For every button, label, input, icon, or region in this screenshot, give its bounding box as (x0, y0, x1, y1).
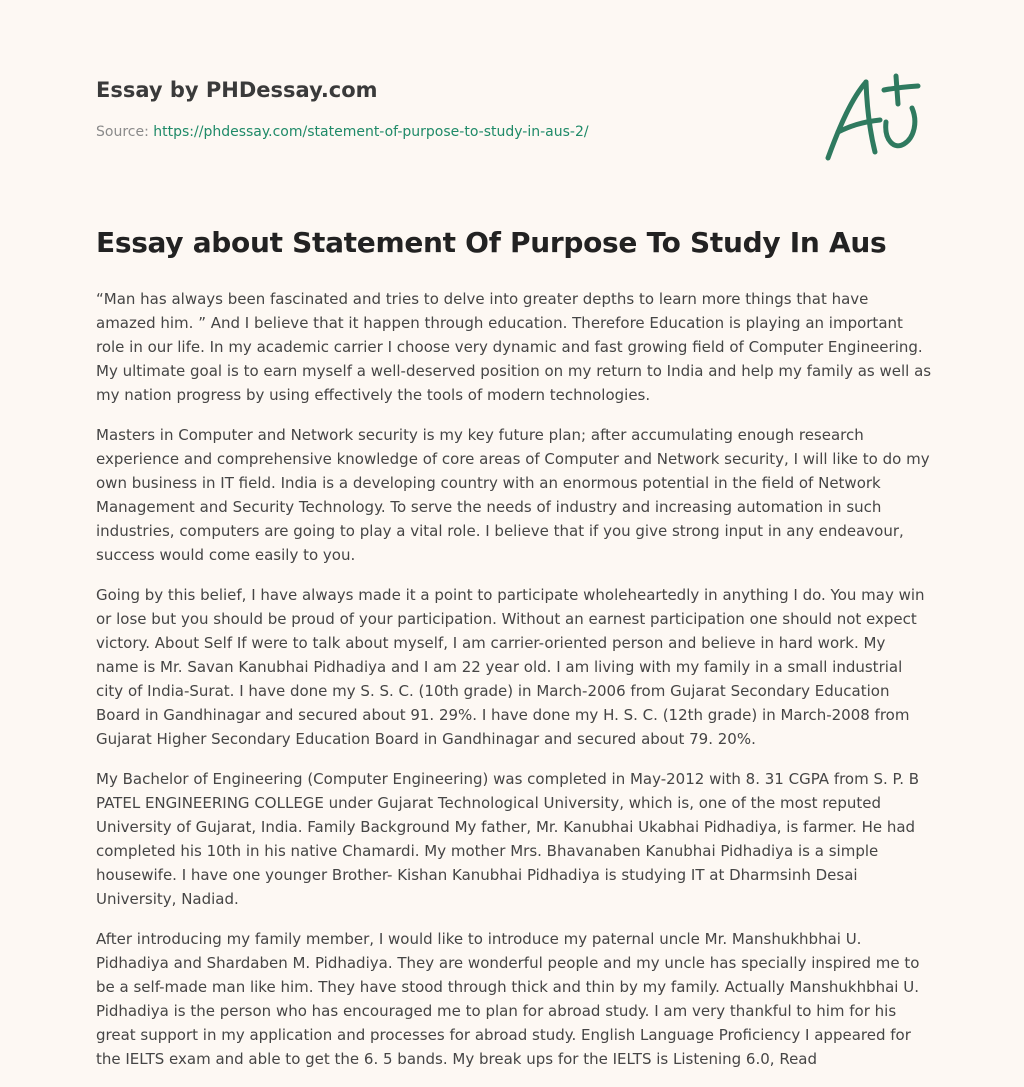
essay-page (96, 0, 932, 1084)
essay-body (96, 287, 932, 1087)
a-plus-logo-icon (820, 70, 930, 165)
essay-paragraph: My Bachelor of Engineering (Computer Engineering) was completed in May-2012 with 8. 31 CGPA from S. P. B PATEL ENGINEERING COLLEGE under Gujarat Technological University, which is, one of the most reputed University of Gujarat, India. Family Background My father, Mr. Kanubhai Ukabhai Pidhadiya, is farmer. He had completed his 10th in his native Chamardi. My mother Mrs. Bhavanaben Kanubhai Pidhadiya is a simple housewife. I have one younger Brother- Kishan Kanubhai Pidhadiya is studying IT at Dharmsinh Desai University, Nadiad. (96, 770, 920, 908)
source-label: Source: (96, 124, 149, 140)
essay-paragraph: Going by this belief, I have always made it a point to participate wholeheartedly in anything I do. You may win or lose but you should be proud of your participation. Without an earnest participation one should not expect victory. About Self If were to talk about myself, I am carrier-oriented person and believe in hard work. My name is Mr. Savan Kanubhai Pidhadiya and I am 22 year old. I am living with my family in a small industrial city of India-Surat. I have done my S. S. C. (10th grade) in March-2006 from Gujarat Secondary Education Board in Gandhinagar and secured about 91. 29%. I have done my H. S. C. (12th grade) in March-2008 from Gujarat Higher Secondary Education Board in Gandhinagar and secured about 79. 20%. (96, 586, 925, 748)
essay-title: Essay about Statement Of Purpose To Study In Aus (96, 226, 887, 259)
source-link[interactable]: https://phdessay.com/statement-of-purpose-to-study-in-aus-2/ (153, 124, 589, 140)
essay-paragraph: Masters in Computer and Network security is my key future plan; after accumulating enough research experience and comprehensive knowledge of core areas of Computer and Network security, I will like to do my own business in IT field. India is a developing country with an enormous potential in the field of Network Management and Security Technology. To serve the needs of industry and increasing automation in such industries, computers are going to play a vital role. I believe that if you give strong input in any endeavour, success would come easily to you. (96, 426, 930, 564)
source-line (96, 124, 589, 140)
site-title: Essay by PHDessay.com (96, 78, 378, 102)
essay-paragraph: After introducing my family member, I would like to introduce my paternal uncle Mr. Manshukhbhai U. Pidhadiya and Shardaben M. Pidhadiya. They are wonderful people and my uncle has specially inspired me to be a self-made man like him. They have stood through thick and thin by my family. Actually Manshukhbhai U. Pidhadiya is the person who has encouraged me to plan for abroad study. I am very thankful to him for his great support in my application and processes for abroad study. English Language Proficiency I appeared for the IELTS exam and able to get the 6. 5 bands. My break ups for the IELTS is Listening 6.0, Read (96, 930, 920, 1068)
essay-paragraph: “Man has always been fascinated and tries to delve into greater depths to learn more things that have amazed him. ” And I believe that it happen through education. Therefore Education is playing an important role in our life. In my academic carrier I choose very dynamic and fast growing field of Computer Engineering. My ultimate goal is to earn myself a well-deserved position on my return to India and help my family as well as my nation progress by using effectively the tools of modern technologies. (96, 290, 932, 404)
